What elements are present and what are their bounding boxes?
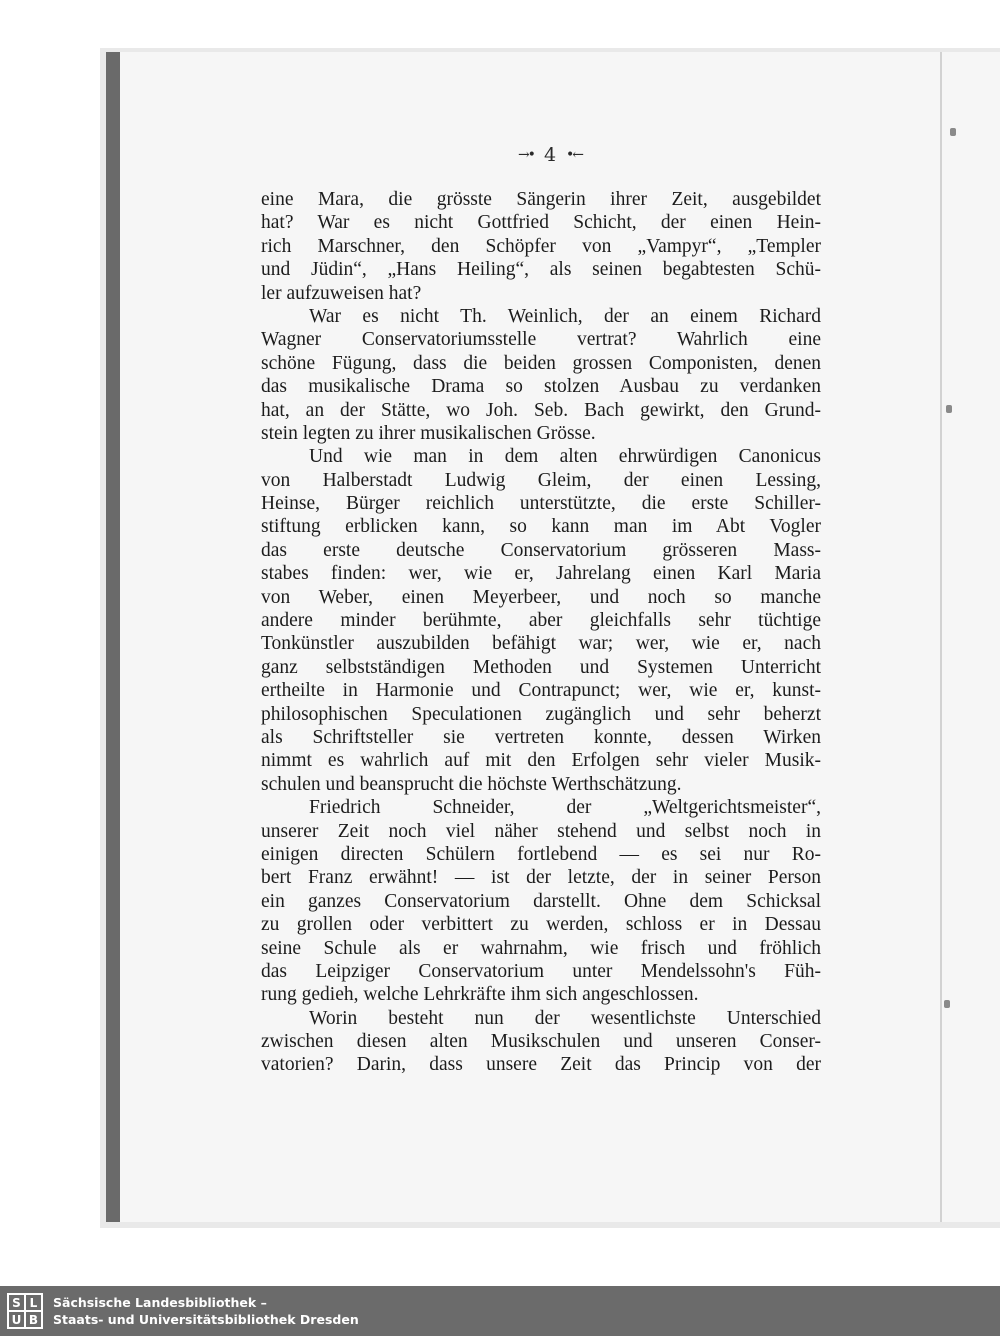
text-line: schulen und beansprucht die höchste Werthschätzung. (261, 773, 682, 795)
logo-letter: U (8, 1311, 25, 1328)
library-footer (0, 1286, 1000, 1336)
text-line: Tonkünstler auszubilden befähigt war; wer, wie er, nach (261, 633, 821, 655)
text-line: Und wie man in dem alten ehrwürdigen Canonicus (309, 446, 821, 468)
text-line: War es nicht Th. Weinlich, der an einem Richard (309, 305, 821, 327)
edge-mark (946, 405, 952, 413)
text-line: das Leipziger Conservatorium unter Mendelssohn's Füh- (261, 960, 821, 982)
text-line: seine Schule als er wahrnahm, wie frisch und fröhlich (261, 937, 821, 959)
text-line: das musikalische Drama so stolzen Ausbau zu verdanken (261, 376, 821, 398)
body-text (261, 188, 821, 1077)
text-line: ertheilte in Harmonie und Contrapunct; wer, wie er, kunst- (261, 680, 821, 702)
text-line: stiftung erblicken kann, so kann man im Abt Vogler (261, 516, 821, 538)
text-line: rich Marschner, den Schöpfer von „Vampyr“, „Templer (261, 235, 821, 257)
text-line: Worin besteht nun der wesentlichste Unterschied (309, 1007, 821, 1029)
edge-mark (944, 1000, 950, 1008)
text-line: andere minder berühmte, aber gleichfalls sehr tüchtige (261, 610, 821, 632)
page-number-header (480, 142, 620, 168)
ornament-right-icon: •← (566, 147, 583, 163)
text-line: stabes finden: wer, wie er, Jahrelang einen Karl Maria (261, 563, 821, 585)
text-line: ein ganzes Conservatorium darstellt. Ohne dem Schicksal (261, 890, 821, 912)
library-name-line-2: Staats- und Universitätsbibliothek Dresden (53, 1312, 359, 1327)
text-line: rung gedieh, welche Lehrkräfte ihm sich angeschlossen. (261, 984, 699, 1006)
text-line: schöne Fügung, dass die beiden grossen Componisten, denen (261, 352, 821, 374)
ornament-left-icon: →• (517, 147, 534, 163)
text-line: eine Mara, die grösste Sängerin ihrer Zeit, ausgebildet (261, 189, 821, 210)
text-line: Wagner Conservatoriumsstelle vertrat? Wahrlich eine (261, 329, 821, 351)
text-line: bert Franz erwähnt! — ist der letzte, der in seiner Person (261, 867, 821, 889)
book-spine (106, 52, 120, 1222)
library-name (53, 1294, 359, 1328)
text-line: Heinse, Bürger reichlich unterstützte, die erste Schiller- (261, 493, 821, 515)
text-line: von Halberstadt Ludwig Gleim, der einen Lessing, (261, 469, 821, 491)
text-line: und Jüdin“, „Hans Heiling“, als seinen begabtesten Schü- (261, 259, 821, 281)
text-line: einigen directen Schülern fortlebend — es sei nur Ro- (261, 843, 821, 865)
text-line: Friedrich Schneider, der „Weltgerichtsmeister“, (309, 797, 821, 819)
logo-letter: L (25, 1294, 42, 1311)
slub-logo-icon (7, 1293, 43, 1329)
text-line: hat, an der Stätte, wo Joh. Seb. Bach gewirkt, den Grund- (261, 399, 821, 421)
logo-letter: S (8, 1294, 25, 1311)
text-line: vatorien? Darin, dass unsere Zeit das Princip von der (261, 1054, 821, 1076)
edge-mark (950, 128, 956, 136)
text-line: von Weber, einen Meyerbeer, und noch so manche (261, 586, 821, 608)
text-line: das erste deutsche Conservatorium grösseren Mass- (261, 539, 821, 561)
text-line: stein legten zu ihrer musikalischen Grösse. (261, 422, 596, 444)
text-line: ganz selbstständigen Methoden und Systemen Unterricht (261, 656, 821, 678)
page-fold-line (940, 52, 942, 1222)
library-name-line-1: Sächsische Landesbibliothek – (53, 1295, 267, 1310)
text-line: als Schriftsteller sie vertreten konnte, dessen Wirken (261, 726, 821, 748)
text-line: unserer Zeit noch viel näher stehend und selbst noch in (261, 820, 821, 842)
text-line: zwischen diesen alten Musikschulen und unseren Conser- (261, 1031, 821, 1053)
text-line: philosophischen Speculationen zugänglich und sehr beherzt (261, 703, 821, 725)
text-line: nimmt es wahrlich auf mit den Erfolgen sehr vieler Musik- (261, 750, 821, 772)
text-line: hat? War es nicht Gottfried Schicht, der einen Hein- (261, 212, 821, 234)
page-number: 4 (543, 144, 557, 166)
text-line: zu grollen oder verbittert zu werden, schloss er in Dessau (261, 914, 821, 936)
logo-letter: B (25, 1311, 42, 1328)
text-line: ler aufzuweisen hat? (261, 282, 422, 304)
